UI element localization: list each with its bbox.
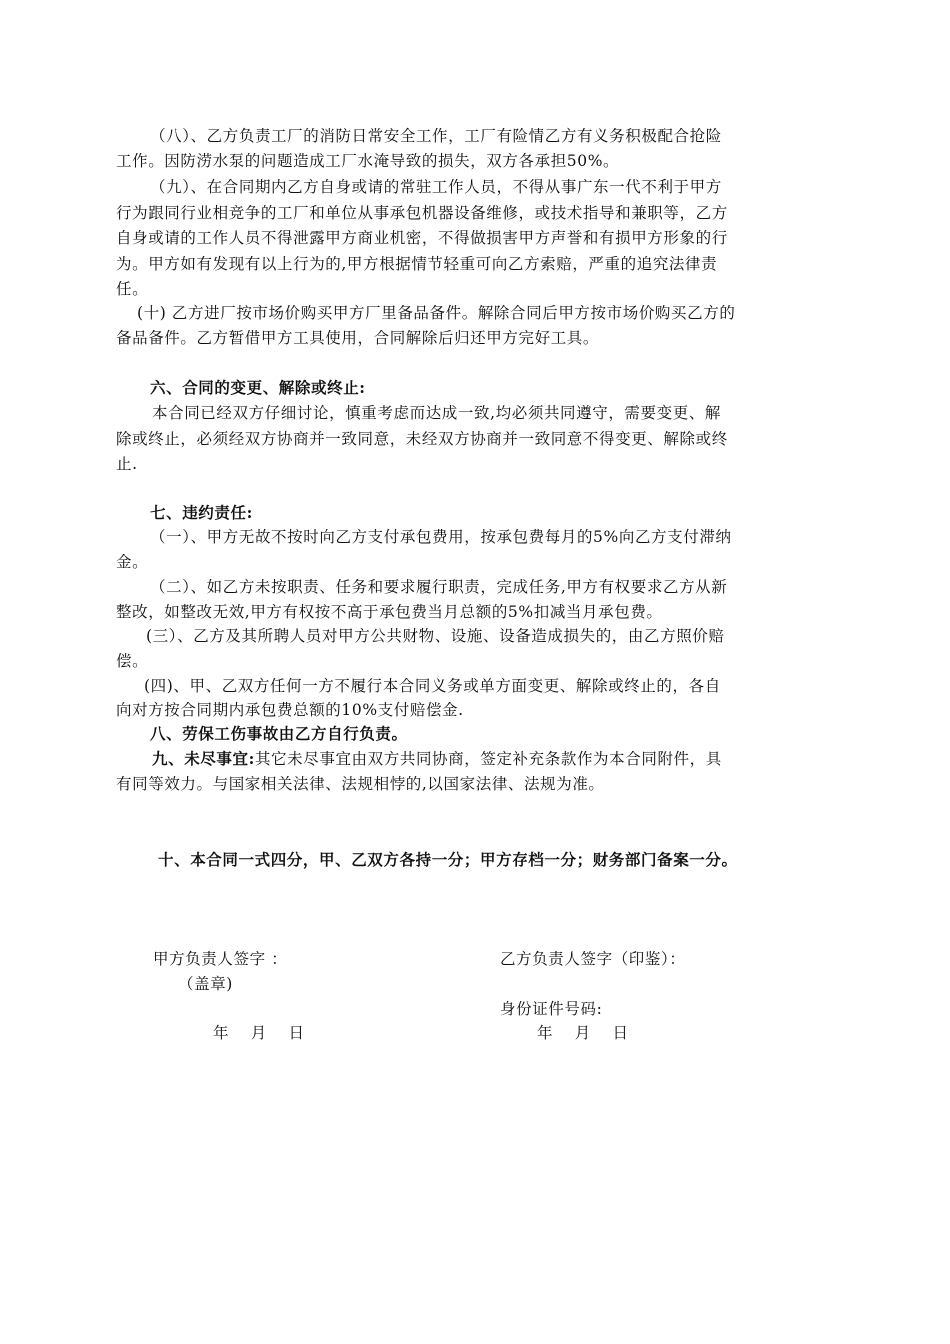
- section-6-line-2: 除或终止，必须经双方协商并一致同意，未经双方协商并一致同意不得变更、解除或终: [116, 430, 728, 448]
- section-7-heading: 七、违约责任:: [150, 503, 253, 522]
- section-9-line-2: 有同等效力。与国家相关法律、法规相悖的,以国家法律、法规为准。: [116, 775, 605, 793]
- party-b-date: 年 月 日: [537, 1024, 629, 1042]
- clause-9-line-2: 行为跟同行业相竞争的工厂和单位从事承包机器设备维修，或技术指导和兼职等，乙方: [116, 204, 728, 222]
- clause-8-line-1: （八）、乙方负责工厂的消防日常安全工作，工厂有险情乙方有义务积极配合抢险: [150, 127, 722, 145]
- section-10-heading: 十、本合同一式四分，甲、乙双方各持一分；甲方存档一分；财务部门备案一分。: [158, 850, 738, 869]
- section-8-heading: 八、劳保工伤事故由乙方自行负责。: [150, 724, 408, 743]
- party-b-signature-label: 乙方负责人签字（印鉴）：: [500, 950, 686, 968]
- party-a-signature-label: 甲方负责人签字 ：: [153, 950, 288, 968]
- party-a-date: 年 月 日: [213, 1024, 305, 1042]
- section-7-item-2-line-2: 整改，如整改无效,甲方有权按不高于承包费当月总额的5%扣减当月承包费。: [116, 603, 663, 621]
- party-a-seal-label: （盖章): [178, 975, 233, 993]
- section-7-item-2-line-1: （二）、如乙方未按职责、任务和要求履行职责，完成任务,甲方有权要求乙方从新: [150, 578, 728, 596]
- clause-8-line-2: 工作。因防涝水泵的问题造成工厂水淹导致的损失，双方各承担50%。: [116, 152, 620, 170]
- section-7-item-4-line-1: (四)、甲、乙双方任何一方不履行本合同义务或单方面变更、解除或终止的，各自: [144, 677, 721, 695]
- section-6-heading: 六、合同的变更、解除或终止:: [150, 378, 366, 397]
- section-7-item-1-line-1: （一）、甲方无故不按时向乙方支付承包费用，按承包费每月的5%向乙方支付滞纳: [150, 528, 732, 546]
- section-7-item-4-line-2: 向对方按合同期内承包费总额的10%支付赔偿金.: [116, 701, 464, 719]
- section-9-line-1-text: 其它未尽事宜由双方共同协商，签定补充条款作为本合同附件，具: [254, 750, 722, 768]
- section-6-line-3: 止.: [116, 455, 138, 473]
- clause-9-line-1: （九）、在合同期内乙方自身或请的常驻工作人员，不得从事广东一代不利于甲方: [150, 178, 722, 196]
- clause-9-line-5: 任。: [116, 280, 149, 298]
- clause-9-line-3: 自身或请的工作人员不得泄露甲方商业机密，不得做损害甲方声誉和有损甲方形象的行: [116, 229, 728, 247]
- party-b-id-label: 身份证件号码:: [500, 1000, 603, 1018]
- clause-10-line-2: 备品备件。乙方暂借甲方工具使用，合同解除后归还甲方完好工具。: [116, 329, 600, 347]
- section-7-item-3-line-2: 偿。: [116, 652, 149, 670]
- section-6-line-1: 本合同已经双方仔细讨论，慎重考虑而达成一致,均必须共同遵守，需要变更、解: [152, 404, 722, 422]
- section-7-item-3-line-1: (三）、乙方及其所聘人员对甲方公共财物、设施、设备造成损失的，由乙方照价赔: [146, 627, 725, 645]
- section-9-heading: 九、未尽事宜:: [152, 749, 255, 768]
- section-9-line-1: [152, 748, 722, 770]
- section-7-item-1-line-2: 金。: [116, 553, 149, 571]
- clause-10-line-1: (十) 乙方进厂按市场价购买甲方厂里备品备件。解除合同后甲方按市场价购买乙方的: [137, 304, 736, 322]
- clause-9-line-4: 为。甲方如有发现有以上行为的,甲方根据情节轻重可向乙方索赔，严重的追究法律责: [116, 255, 718, 273]
